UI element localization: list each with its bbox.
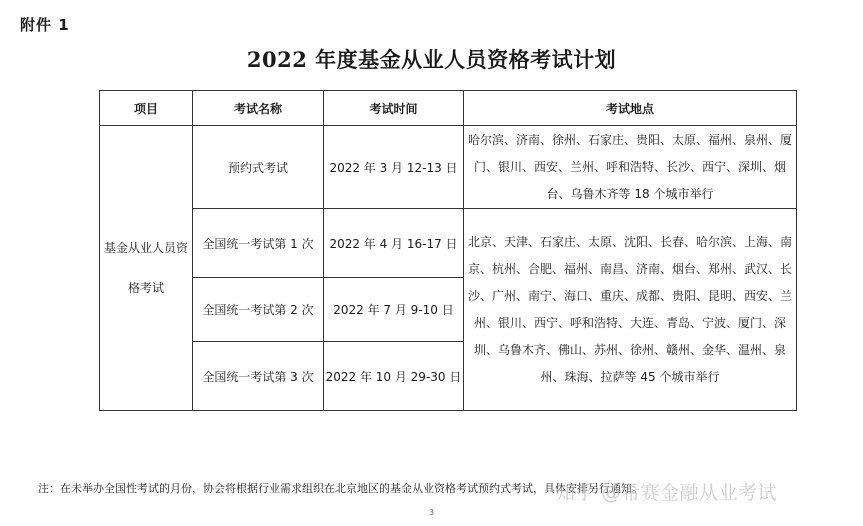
category-cell: 基金从业人员资格考试 — [100, 126, 193, 411]
footnote: 注：在未举办全国性考试的月份，协会将根据行业需求组织在北京地区的基金从业资格考试预约式考试，具体安排另行通知。 — [38, 482, 643, 495]
exam-date-cell: 2022 年 4 月 16-17 日 — [324, 209, 464, 278]
page-number: 3 — [428, 508, 435, 517]
exam-date-cell: 2022 年 3 月 12-13 日 — [324, 126, 464, 209]
table-header-row — [100, 91, 797, 126]
exam-date-cell: 2022 年 7 月 9-10 日 — [324, 278, 464, 342]
exam-name-cell: 全国统一考试第 1 次 — [193, 209, 324, 278]
exam-plan-table — [99, 90, 797, 411]
exam-name-cell: 全国统一考试第 2 次 — [193, 278, 324, 342]
watermark: 知乎 @希赛金融从业考试 — [556, 482, 778, 504]
table-row — [100, 209, 797, 278]
header-exam-location: 考试地点 — [464, 91, 797, 126]
exam-location-cell: 哈尔滨、济南、徐州、石家庄、贵阳、太原、福州、泉州、厦门、银川、西安、兰州、呼和浩特、长沙、西宁、深圳、烟台、乌鲁木齐等 18 个城市举行 — [464, 126, 797, 209]
page-title: 2022 年度基金从业人员资格考试计划 — [246, 47, 617, 72]
header-exam-name: 考试名称 — [193, 91, 324, 126]
unified-location-cell: 北京、天津、石家庄、太原、沈阳、长春、哈尔滨、上海、南京、杭州、合肥、福州、南昌、济南、烟台、郑州、武汉、长沙、广州、南宁、海口、重庆、成都、贵阳、昆明、西安、兰州、银川、西宁、呼和浩特、大连、青岛、宁波、厦门、深圳、乌鲁木齐、佛山、苏州、徐州、赣州、金华、温州、泉州、珠海、拉萨等 45 个城市举行 — [464, 209, 797, 411]
exam-name-cell: 预约式考试 — [193, 126, 324, 209]
table-row — [100, 126, 797, 209]
exam-name-cell: 全国统一考试第 3 次 — [193, 342, 324, 411]
header-exam-time: 考试时间 — [324, 91, 464, 126]
header-project: 项目 — [100, 91, 193, 126]
exam-date-cell: 2022 年 10 月 29-30 日 — [324, 342, 464, 411]
attachment-label: 附件 1 — [20, 16, 70, 34]
